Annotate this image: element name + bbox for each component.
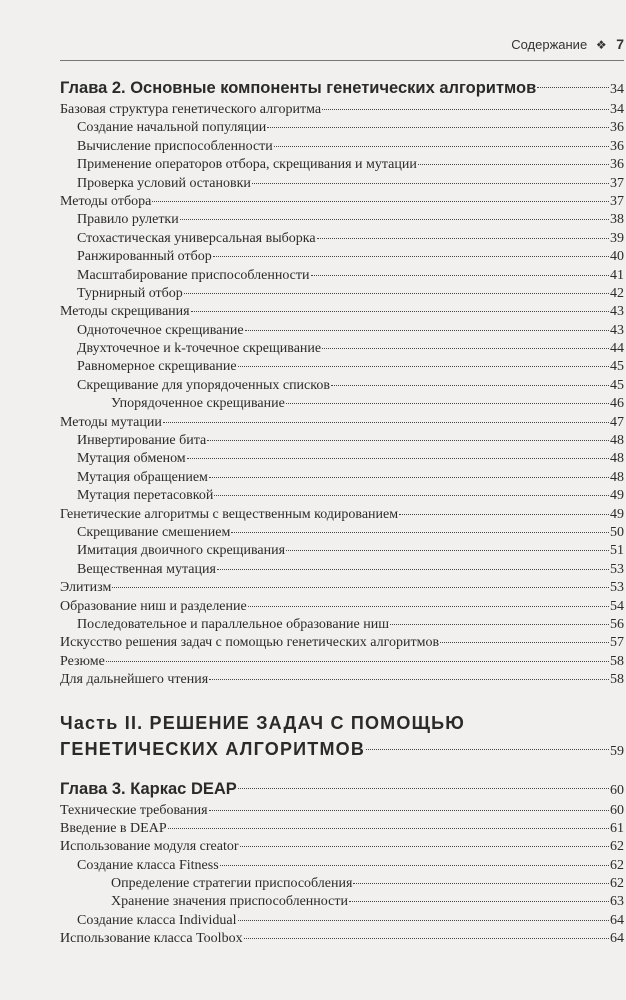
entry-title: Стохастическая универсальная выборка	[77, 230, 316, 246]
toc-entry[interactable]	[60, 857, 624, 875]
toc-entry[interactable]	[60, 469, 624, 487]
dot-leader	[286, 403, 609, 404]
entry-title: Скрещивание смешением	[77, 524, 231, 540]
page-number: 49	[610, 488, 624, 504]
page-number: 53	[610, 561, 624, 577]
dot-leader	[238, 920, 609, 921]
page-number: 60	[610, 782, 624, 798]
page-number: 42	[610, 285, 624, 301]
page-number: 57	[610, 635, 624, 651]
page-number: 58	[610, 653, 624, 669]
toc-entry[interactable]	[60, 487, 624, 505]
dot-leader	[244, 938, 609, 939]
dot-leader	[537, 87, 609, 88]
dot-leader	[322, 109, 609, 110]
page-number: 45	[610, 359, 624, 375]
toc-entry[interactable]	[60, 838, 624, 856]
toc-entry[interactable]	[60, 598, 624, 616]
dot-leader	[191, 311, 609, 312]
toc-entry[interactable]	[60, 561, 624, 579]
dot-leader	[209, 810, 609, 811]
dot-leader	[252, 183, 609, 184]
page-number: 34	[610, 102, 624, 117]
dot-leader	[349, 901, 609, 902]
toc-entry[interactable]	[60, 156, 624, 174]
dot-leader	[209, 477, 609, 478]
toc-entry[interactable]	[60, 211, 624, 229]
dot-leader	[214, 495, 609, 496]
entry-title: Двухточечное и k-точечное скрещивание	[77, 341, 322, 357]
entry-title: Образование ниш и разделение	[60, 598, 247, 614]
toc-entry[interactable]	[60, 285, 624, 303]
entry-title: Скрещивание для упорядоченных списков	[77, 377, 330, 393]
dot-leader	[440, 642, 609, 643]
entry-title: Последовательное и параллельное образование ниш	[77, 616, 390, 632]
page-number: 56	[610, 616, 624, 632]
toc-entry[interactable]	[60, 101, 624, 119]
header-rule	[60, 60, 624, 61]
toc-entry[interactable]	[60, 820, 624, 838]
entry-title: Создание начальной популяции	[77, 120, 267, 136]
header-section-title: Содержание	[511, 37, 588, 52]
entry-title: Мутация обменом	[77, 451, 186, 467]
page-number: 34	[610, 82, 624, 97]
entry-title: Базовая структура генетического алгоритма	[60, 102, 322, 117]
dot-leader	[187, 458, 609, 459]
toc-entry[interactable]	[60, 579, 624, 597]
page-number: 62	[610, 876, 624, 892]
toc-entry[interactable]	[60, 340, 624, 358]
dot-leader	[152, 201, 609, 202]
page-number: 59	[610, 743, 624, 759]
toc-entry[interactable]	[60, 930, 624, 948]
toc-entry[interactable]	[60, 506, 624, 524]
entry-title: Искусство решения задач с помощью генетических алгоритмов	[60, 635, 440, 651]
entry-title: Методы мутации	[60, 414, 162, 430]
toc-entry[interactable]	[60, 395, 624, 413]
toc-entry[interactable]	[60, 802, 624, 820]
entry-title: Для дальнейшего чтения	[60, 672, 209, 688]
entry-title: Турнирный отбор	[77, 285, 183, 301]
entry-title: Одноточечное скрещивание	[77, 322, 244, 338]
entry-title: Использование модуля creator	[60, 839, 239, 855]
entry-title: Равномерное скрещивание	[77, 359, 237, 375]
dot-leader	[217, 569, 609, 570]
toc-entry[interactable]	[60, 524, 624, 542]
dot-leader	[238, 366, 609, 367]
entry-title: Мутация обращением	[77, 469, 208, 485]
ornament-icon: ❖	[595, 38, 607, 52]
toc-entry[interactable]	[60, 138, 624, 156]
page-number: 36	[610, 138, 624, 154]
dot-leader	[231, 532, 609, 533]
dot-leader	[240, 846, 609, 847]
toc-part-2-line-2[interactable]	[60, 736, 624, 762]
dot-leader	[366, 749, 609, 750]
toc-entry[interactable]	[60, 912, 624, 930]
toc-chapter-3[interactable]	[60, 776, 624, 802]
entry-title: Методы скрещивания	[60, 304, 190, 320]
dot-leader	[220, 865, 609, 866]
entry-title: Создание класса Fitness	[77, 857, 219, 873]
toc-entry[interactable]	[60, 248, 624, 266]
dot-leader	[353, 883, 609, 884]
toc-entry[interactable]	[60, 119, 624, 137]
part-title-line-1: Часть II. РЕШЕНИЕ ЗАДАЧ С ПОМОЩЬЮ	[60, 712, 466, 733]
entry-title: Введение в DEAP	[60, 820, 167, 836]
page-number: 58	[610, 672, 624, 688]
page-number: 64	[610, 931, 624, 947]
page-number: 54	[610, 598, 624, 614]
dot-leader	[311, 275, 610, 276]
page-number: 39	[610, 230, 624, 246]
page-number: 37	[610, 193, 624, 209]
toc-entry[interactable]	[60, 175, 624, 193]
entry-title: Ранжированный отбор	[77, 249, 212, 265]
chapter-title: Глава 3. Каркас DEAP	[60, 779, 237, 798]
toc-entry[interactable]	[60, 542, 624, 560]
page-number: 43	[610, 322, 624, 338]
entry-title: Резюме	[60, 653, 105, 669]
entry-title: Вещественная мутация	[77, 561, 216, 577]
dot-leader	[286, 550, 609, 551]
dot-leader	[163, 422, 609, 423]
page-number: 44	[610, 341, 624, 357]
page-number: 37	[610, 175, 624, 191]
toc-entry[interactable]	[60, 450, 624, 468]
entry-title: Вычисление приспособленности	[77, 138, 273, 154]
entry-title: Генетические алгоритмы с вещественным кодированием	[60, 506, 399, 522]
toc-entry[interactable]	[60, 671, 624, 689]
entry-title: Использование класса Toolbox	[60, 931, 243, 947]
page-number: 48	[610, 451, 624, 467]
entry-title: Элитизм	[60, 580, 112, 596]
entry-title: Масштабирование приспособленности	[77, 267, 310, 283]
page-number: 62	[610, 839, 624, 855]
page-number: 51	[610, 543, 624, 559]
entry-title: Методы отбора	[60, 193, 152, 209]
page-number: 53	[610, 580, 624, 596]
dot-leader	[209, 679, 609, 680]
page-number: 46	[610, 396, 624, 412]
toc-entry[interactable]	[60, 616, 624, 634]
toc-entry[interactable]	[60, 634, 624, 652]
page-number: 47	[610, 414, 624, 430]
dot-leader	[322, 348, 609, 349]
dot-leader	[399, 514, 609, 515]
entry-title: Упорядоченное скрещивание	[111, 396, 285, 412]
dot-leader	[248, 606, 609, 607]
entry-title: Технические требования	[60, 802, 208, 818]
toc-entry[interactable]	[60, 653, 624, 671]
entry-title: Инвертирование бита	[77, 433, 207, 449]
page-number: 41	[610, 267, 624, 283]
toc-entry[interactable]	[60, 377, 624, 395]
page-number: 38	[610, 212, 624, 228]
entry-title: Имитация двоичного скрещивания	[77, 543, 286, 559]
toc-part-2-line-1[interactable]	[60, 710, 624, 736]
entry-title: Хранение значения приспособленности	[111, 894, 348, 910]
entry-title: Применение операторов отбора, скрещивания и мутации	[77, 157, 417, 173]
table-of-contents	[60, 75, 624, 949]
dot-leader	[267, 127, 609, 128]
toc-entry[interactable]	[60, 432, 624, 450]
dot-leader	[213, 256, 609, 257]
dot-leader	[274, 146, 609, 147]
dot-leader	[390, 624, 609, 625]
page-number: 48	[610, 433, 624, 449]
page-number: 43	[610, 304, 624, 320]
page-number: 64	[610, 912, 624, 928]
page-number: 63	[610, 894, 624, 910]
toc-entry[interactable]	[60, 893, 624, 911]
page-number: 62	[610, 857, 624, 873]
dot-leader	[180, 219, 609, 220]
page-number: 36	[610, 120, 624, 136]
page-number: 36	[610, 157, 624, 173]
dot-leader	[331, 385, 609, 386]
page-number: 45	[610, 377, 624, 393]
chapter-3-entries	[60, 802, 624, 949]
running-header	[60, 36, 624, 54]
dot-leader	[168, 828, 609, 829]
dot-leader	[418, 164, 609, 165]
dot-leader	[184, 293, 609, 294]
page-number: 48	[610, 469, 624, 485]
toc-entry[interactable]	[60, 303, 624, 321]
entry-title: Правило рулетки	[77, 212, 179, 228]
page-number: 60	[610, 802, 624, 818]
page-number: 61	[610, 820, 624, 836]
toc-entry[interactable]	[60, 414, 624, 432]
toc-entry[interactable]	[60, 875, 624, 893]
toc-entry[interactable]	[60, 193, 624, 211]
dot-leader	[112, 587, 609, 588]
toc-entry[interactable]	[60, 322, 624, 340]
toc-entry[interactable]	[60, 358, 624, 376]
dot-leader	[238, 788, 609, 789]
chapter-title: Глава 2. Основные компоненты генетических алгоритмов	[60, 79, 537, 97]
dot-leader	[106, 661, 609, 662]
page-number: 50	[610, 524, 624, 540]
entry-title: Создание класса Individual	[77, 912, 237, 928]
dot-leader	[317, 238, 609, 239]
dot-leader	[207, 440, 609, 441]
entry-title: Мутация перетасовкой	[77, 488, 214, 504]
entry-title: Определение стратегии приспособления	[111, 876, 353, 892]
page-number: 49	[610, 506, 624, 522]
entry-title: Проверка условий остановки	[77, 175, 251, 191]
toc-entry[interactable]	[60, 267, 624, 285]
toc-chapter-2[interactable]	[60, 75, 624, 101]
dot-leader	[245, 330, 609, 331]
header-page-number: 7	[616, 36, 624, 52]
part-title-line-2: ГЕНЕТИЧЕСКИХ АЛГОРИТМОВ	[60, 738, 366, 759]
chapter-2-entries	[60, 101, 624, 690]
toc-entry[interactable]	[60, 230, 624, 248]
page-number: 40	[610, 249, 624, 265]
